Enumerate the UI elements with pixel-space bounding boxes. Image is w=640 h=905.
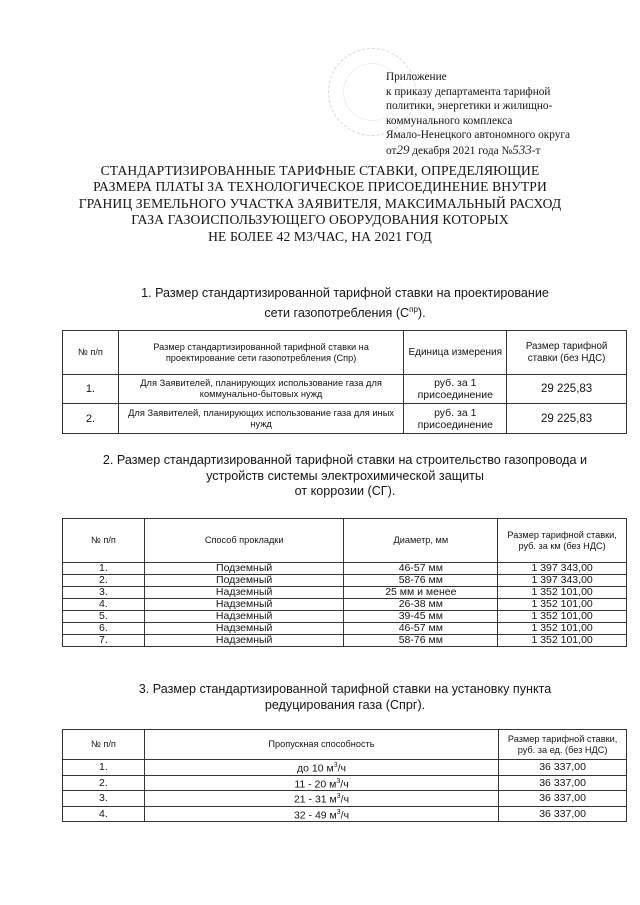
date-prefix: от xyxy=(386,144,397,157)
section3-heading xyxy=(60,682,630,713)
section2-line: устройств системы электрохимической защиты xyxy=(206,468,484,483)
row-value: 1 397 343,00 xyxy=(498,575,627,587)
section3-line: редуцирования газа (Спрг). xyxy=(264,697,426,712)
row-method: Надземный xyxy=(144,599,344,611)
reduction-point-rate-table xyxy=(62,729,627,822)
row-method: Надземный xyxy=(144,611,344,623)
row-num: 2. xyxy=(63,575,145,587)
title-line: ГАЗА ГАЗОИСПОЛЬЗУЮЩЕГО ОБОРУДОВАНИЯ КОТОРЫХ xyxy=(131,212,509,228)
section2-line: от коррозии (СГ). xyxy=(294,484,396,499)
section1-line2 xyxy=(60,302,630,322)
row-num: 2. xyxy=(63,404,119,434)
title-line: РАЗМЕРА ПЛАТЫ ЗА ТЕХНОЛОГИЧЕСКОЕ ПРИСОЕДИНЕНИЕ ВНУТРИ xyxy=(93,179,547,195)
col-header-unit: Единица измерения xyxy=(404,331,507,375)
row-value: 1 352 101,00 xyxy=(498,599,627,611)
table-row xyxy=(63,611,627,623)
capacity-unit: /ч xyxy=(340,793,350,806)
order-date-line xyxy=(386,143,626,159)
table-row xyxy=(63,563,627,575)
row-capacity xyxy=(144,775,498,791)
col-header-rate: Размер тарифной ставки, руб. за ед. (без НДС) xyxy=(499,730,627,760)
table-row xyxy=(63,760,627,776)
row-diameter: 46-57 мм xyxy=(344,623,498,635)
table-row xyxy=(63,791,627,807)
col-header-num: № п/п xyxy=(63,519,145,563)
row-num: 5. xyxy=(63,611,145,623)
capacity-text: до 10 м xyxy=(297,762,334,775)
row-value: 36 337,00 xyxy=(499,775,627,791)
table-row xyxy=(63,575,627,587)
row-value: 1 352 101,00 xyxy=(498,623,627,635)
row-method: Надземный xyxy=(144,635,344,647)
row-num: 3. xyxy=(63,587,145,599)
title-line: СТАНДАРТИЗИРОВАННЫЕ ТАРИФНЫЕ СТАВКИ, ОПРЕДЕЛЯЮЩИЕ xyxy=(100,163,540,178)
row-method: Подземный xyxy=(144,575,344,587)
appendix-line: политики, энергетики и жилищно- xyxy=(386,100,553,113)
row-value: 36 337,00 xyxy=(499,791,627,807)
row-value: 36 337,00 xyxy=(499,760,627,776)
table-row xyxy=(63,599,627,611)
row-num: 1. xyxy=(63,375,119,404)
table-row xyxy=(63,806,627,822)
capacity-unit: /ч xyxy=(340,778,349,790)
date-day: 29 xyxy=(396,141,410,157)
section1-line2-text: сети газопотребления (С xyxy=(264,305,410,320)
capacity-superscript: 3 xyxy=(336,777,341,785)
section1-heading xyxy=(60,286,630,321)
date-rest: декабря 2021 года № xyxy=(412,144,513,157)
row-diameter: 58-76 мм xyxy=(344,635,498,647)
row-num: 4. xyxy=(63,806,145,822)
appendix-line: Приложение xyxy=(386,71,447,83)
appendix-line: коммунального комплекса xyxy=(386,114,513,127)
row-method: Надземный xyxy=(144,623,344,635)
row-desc: Для Заявителей, планирующих использование газа для иных нужд xyxy=(118,404,403,434)
row-value: 29 225,83 xyxy=(507,375,627,404)
row-capacity xyxy=(144,806,498,822)
col-header-num: № п/п xyxy=(63,331,119,375)
col-header-num: № п/п xyxy=(63,730,145,760)
table-row xyxy=(63,623,627,635)
capacity-text: 11 - 20 м xyxy=(294,778,337,790)
table-row xyxy=(63,404,627,434)
design-rate-table xyxy=(62,330,627,434)
row-capacity xyxy=(144,760,498,776)
row-unit: руб. за 1 присоединение xyxy=(404,404,507,434)
document-title xyxy=(40,163,600,245)
row-num: 1. xyxy=(63,563,145,575)
table-row xyxy=(63,587,627,599)
table-row xyxy=(63,775,627,791)
col-header-rate: Размер тарифной ставки (без НДС) xyxy=(507,331,627,375)
row-num: 2. xyxy=(63,775,145,791)
capacity-unit: /ч xyxy=(340,809,350,821)
section2-line: 2. Размер стандартизированной тарифной ставки на строительство газопровода и xyxy=(102,453,588,467)
table-row xyxy=(63,635,627,647)
col-header-diameter: Диаметр, мм xyxy=(344,519,498,563)
section2-heading xyxy=(60,453,630,500)
row-unit: руб. за 1 присоединение xyxy=(404,375,507,404)
appendix-line: к приказу департамента тарифной xyxy=(386,85,551,98)
table-row xyxy=(63,375,627,404)
capacity-superscript: 3 xyxy=(336,793,341,800)
row-diameter: 46-57 мм xyxy=(344,563,498,575)
row-value: 1 352 101,00 xyxy=(498,611,627,623)
row-diameter: 39-45 мм xyxy=(344,611,498,623)
row-value: 1 397 343,00 xyxy=(498,563,627,575)
row-diameter: 25 мм и менее xyxy=(344,587,498,599)
construction-rate-table xyxy=(62,518,627,647)
row-value: 29 225,83 xyxy=(507,404,627,434)
section1-line2-end: ). xyxy=(417,305,426,320)
row-num: 4. xyxy=(63,599,145,611)
capacity-unit: /ч xyxy=(337,762,346,775)
row-method: Надземный xyxy=(144,587,344,599)
row-capacity xyxy=(144,791,498,807)
order-number: 533 xyxy=(512,141,532,157)
row-diameter: 58-76 мм xyxy=(344,575,498,587)
row-num: 7. xyxy=(63,635,145,647)
row-value: 1 352 101,00 xyxy=(498,635,627,647)
row-num: 3. xyxy=(63,791,145,807)
col-header-rate: Размер тарифной ставки, руб. за км (без НДС) xyxy=(498,519,627,563)
row-value: 1 352 101,00 xyxy=(498,587,627,599)
order-suffix: -т xyxy=(531,144,541,157)
row-num: 1. xyxy=(63,760,145,776)
row-method: Подземный xyxy=(144,563,344,575)
section3-line: 3. Размер стандартизированной тарифной ставки на установку пункта xyxy=(138,682,552,696)
capacity-superscript: 3 xyxy=(333,762,338,769)
col-header-method: Способ прокладки xyxy=(144,519,344,563)
section1-line1: 1. Размер стандартизированной тарифной ставки на проектирование xyxy=(141,286,549,300)
row-desc: Для Заявителей, планирующих использование газа для коммунально-бытовых нужд xyxy=(118,375,403,404)
title-line: ГРАНИЦ ЗЕМЕЛЬНОГО УЧАСТКА ЗАЯВИТЕЛЯ, МАКСИМАЛЬНЫЙ РАСХОД xyxy=(78,195,562,211)
col-header-capacity: Пропускная способность xyxy=(144,730,498,760)
title-line: НЕ БОЛЕЕ 42 М3/ЧАС, НА 2021 ГОД xyxy=(208,228,432,244)
capacity-superscript: 3 xyxy=(336,808,341,816)
row-diameter: 26-38 мм xyxy=(344,599,498,611)
appendix-header xyxy=(386,70,626,159)
col-header-desc: Размер стандартизированной тарифной ставки на проектирование сети газопотребления (Спр) xyxy=(118,331,403,375)
section1-superscript: пр xyxy=(409,304,418,314)
appendix-line: Ямало-Ненецкого автономного округа xyxy=(386,129,571,142)
row-num: 6. xyxy=(63,623,145,635)
capacity-text: 21 - 31 м xyxy=(293,793,337,806)
capacity-text: 32 - 49 м xyxy=(293,809,337,821)
row-value: 36 337,00 xyxy=(499,806,627,822)
